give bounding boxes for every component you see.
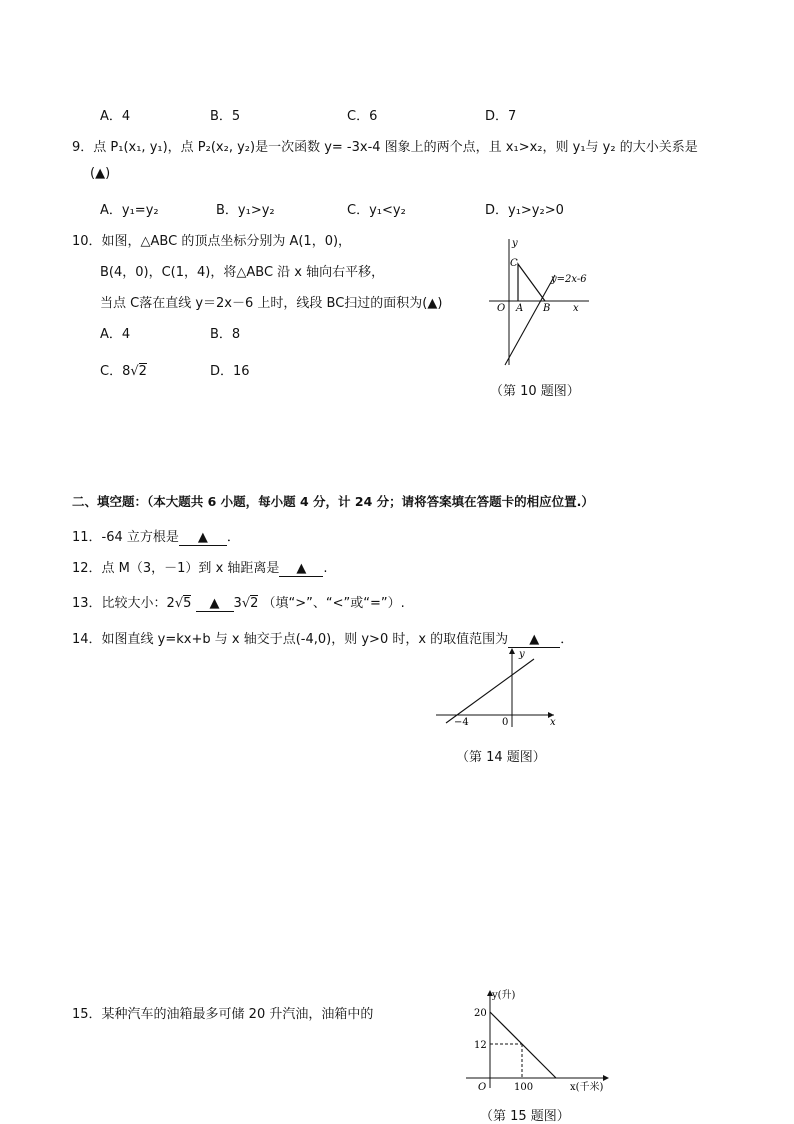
q14-answer-blank: ▲ [508,633,560,648]
q10-option-d: D．16 [210,364,250,379]
q12-prefix: 12．点 M（3，－1）到 x 轴距离是 [72,561,280,576]
q9-stem: 9．点 P₁(x₁, y₁)，点 P₂(x₂, y₂)是一次函数 y= -3x-4 图象上的两个点，且 x₁>x₂，则 y₁与 y₂ 的大小关系是 [72,140,698,155]
section2-heading: 二、填空题：（本大题共 6 小题，每小题 4 分，计 24 分；请将答案填在答题卡的相应位置.） [72,494,594,509]
q14-fig-x: x [550,717,556,728]
q15-fig-12: 12 [474,1040,487,1051]
q10-fig-line-label: y=2x-6 [551,274,587,285]
q10-fig-x: x [573,303,579,314]
q12-answer-blank: ▲ [279,562,323,577]
q10-option-c-prefix: C．8 [100,364,131,379]
q10-option-a: A．4 [100,327,131,342]
q10-option-c-radicand: 2 [138,364,147,379]
q8-option-d: D．7 [485,109,517,124]
q15-text: 15．某种汽车的油箱最多可储 20 升汽油，油箱中的 [72,1007,374,1022]
q15-caption: （第 15 题图） [480,1109,570,1124]
q14-suffix: ． [560,632,574,647]
q14-fig-zero: 0 [502,717,509,728]
q12 [72,557,328,577]
q13-radicand-1: 5 [183,596,192,611]
q14-fig-neg4: −4 [454,717,469,728]
q14-text: 14．如图直线 y=kx+b 与 x 轴交于点(-4,0)，则 y>0 时，x 的取值范围为 [72,632,509,647]
q15-x-arrow [603,1075,609,1081]
q14-caption: （第 14 题图） [456,750,546,765]
q10-line1: 10．如图，△ABC 的顶点坐标分别为 A(1，0)， [72,234,352,249]
q15-fig-o: O [478,1082,487,1093]
q9-option-d: D．y₁>y₂>0 [485,203,564,218]
q13-answer-blank: ▲ [196,597,234,612]
q13-radicand-2: 2 [250,596,259,611]
q9-option-b: B．y₁>y₂ [216,203,275,218]
q13-suffix: （填“>”、“<”或“=”）. [262,596,405,611]
q11 [72,526,240,546]
sqrt-symbol: √5 [174,596,192,611]
q10-option-c [100,360,147,379]
q8-option-b: B．5 [210,109,241,124]
q10-triangle [518,264,545,301]
q11-answer-blank: ▲ [179,531,227,546]
q10-line3: 当点 C落在直线 y＝2x－6 上时，线段 BC扫过的面积为(▲) [100,296,443,311]
q10-fig-c: C [510,258,518,269]
q9-option-c: C．y₁<y₂ [347,203,406,218]
q15-fig-x-label: x(千米) [570,1082,604,1093]
q11-suffix: ． [226,530,240,545]
q10-line [505,275,555,365]
q9-mark: (▲) [90,166,111,181]
q11-prefix: 11．-64 立方根是 [72,530,179,545]
q14-line [446,659,534,723]
q9-option-a: A．y₁=y₂ [100,203,159,218]
q15-fig-20: 20 [474,1008,487,1019]
q10-fig-a: A [516,303,524,314]
q15-fig-100: 100 [514,1082,534,1093]
q12-suffix: . [323,561,328,576]
q10-figure [485,235,595,370]
sqrt-symbol: √2 [241,596,259,611]
q10-line2: B(4，0)，C(1，4)，将△ABC 沿 x 轴向右平移， [100,265,385,280]
q10-fig-y: y [512,238,518,249]
q14-y-arrow [509,648,515,654]
q15-figure [462,984,617,1094]
q14-fig-y: y [519,649,525,660]
q8-option-a: A．4 [100,109,131,124]
q10-fig-b: B [543,303,551,314]
q14-figure [432,645,562,730]
q15-fig-y-label: y(升) [492,990,516,1001]
q10-caption: （第 10 题图） [490,384,580,399]
q13-prefix: 13．比较大小：2 [72,596,175,611]
q10-fig-o: O [497,303,506,314]
q15-line [490,1012,556,1078]
q13-mid: 3 [233,596,242,611]
q10-option-b: B．8 [210,327,241,342]
q8-option-c: C．6 [347,109,378,124]
sqrt-symbol: √2 [130,364,147,379]
q13 [72,592,405,612]
